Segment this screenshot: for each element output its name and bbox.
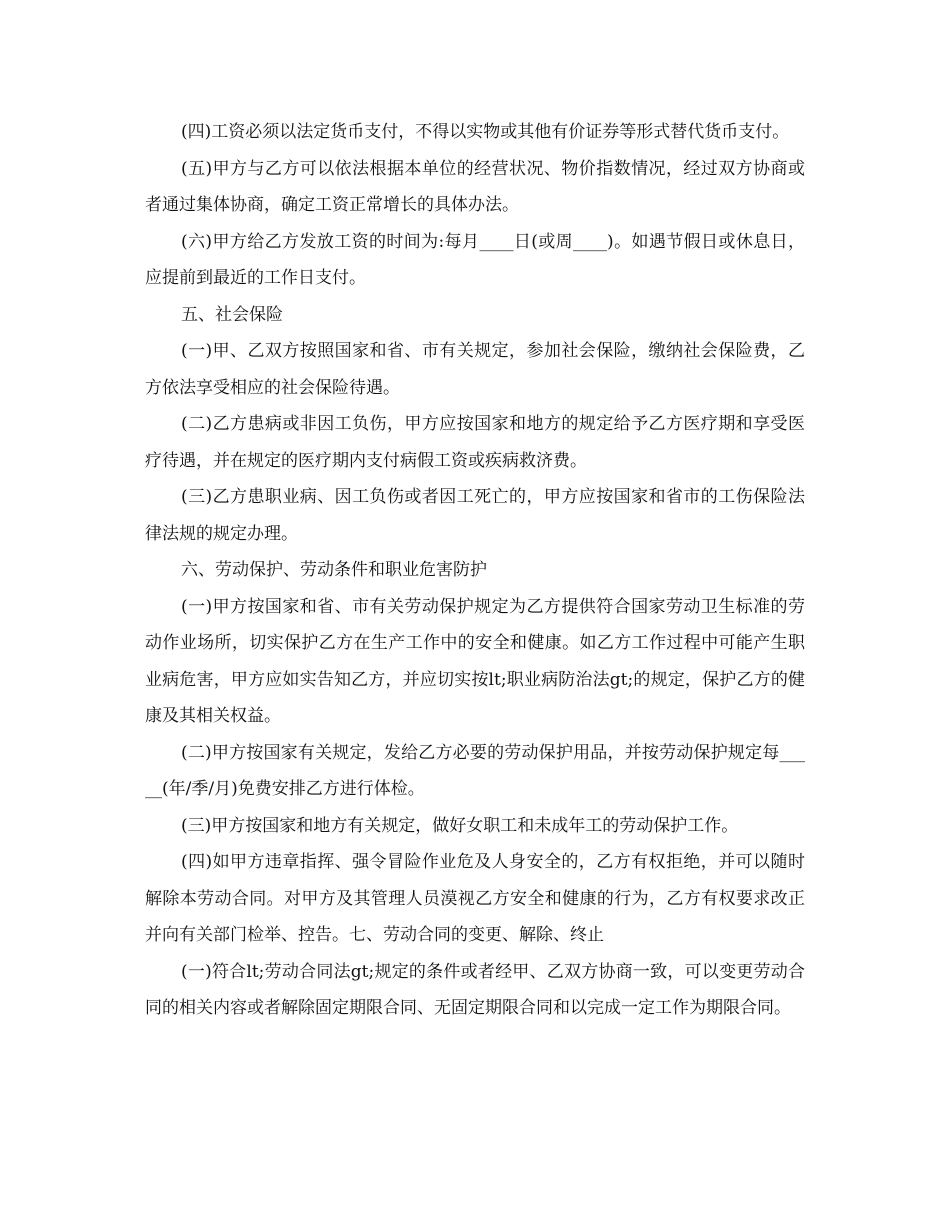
paragraph-insurance-participation: (一)甲、乙双方按照国家和省、市有关规定，参加社会保险，缴纳社会保险费，乙方依法享受相应的社会保险待遇。 [145, 341, 805, 398]
paragraph-contract-change: (一)符合lt;劳动合同法gt;规定的条件或者经甲、乙双方协商一致，可以变更劳动合同的相关内容或者解除固定期限合同、无固定期限合同和以完成一定工作为期限合同。 [145, 961, 805, 1018]
paragraph-pay-date: (六)甲方给乙方发放工资的时间为:每月____日(或周____)。如遇节假日或休息日，应提前到最近的工作日支付。 [145, 231, 805, 288]
section-heading-labor-protection: 六、劳动保护、劳动条件和职业危害防护 [181, 560, 487, 580]
paragraph-work-injury: (三)乙方患职业病、因工负伤或者因工死亡的，甲方应按国家和省市的工伤保险法律法规的规定办理。 [145, 487, 805, 544]
paragraph-wage-growth: (五)甲方与乙方可以依法根据本单位的经营状况、物价指数情况，经过双方协商或者通过集体协商，确定工资正常增长的具体办法。 [145, 158, 805, 215]
document-page [145, 114, 805, 1027]
paragraph-protective-equipment: (二)甲方按国家有关规定，发给乙方必要的劳动保护用品，并按劳动保护规定每_____(年/季/月)免费安排乙方进行体检。 [145, 742, 805, 799]
paragraph-special-protection: (三)甲方按国家和地方有关规定，做好女职工和未成年工的劳动保护工作。 [181, 815, 739, 836]
paragraph-refuse-unsafe-work: (四)如甲方违章指挥、强令冒险作业危及人身安全的，乙方有权拒绝，并可以随时解除本劳动合同。对甲方及其管理人员漠视乙方安全和健康的行为，乙方有权要求改正并向有关部门检举、控告。七、劳动合同的变更、解除、终止 [145, 852, 805, 945]
section-heading-social-insurance: 五、社会保险 [181, 304, 283, 325]
paragraph-sick-leave: (二)乙方患病或非因工负伤，甲方应按国家和地方的规定给予乙方医疗期和享受医疗待遇，并在规定的医疗期内支付病假工资或疾病救济费。 [145, 414, 805, 471]
paragraph-work-environment: (一)甲方按国家和省、市有关劳动保护规定为乙方提供符合国家劳动卫生标准的劳动作业场所，切实保护乙方在生产工作中的安全和健康。如乙方工作过程中可能产生职业病危害，甲方应如实告知乙方，并应切实按lt;职业病防治法gt;的规定，保护乙方的健康及其相关权益。 [145, 596, 805, 726]
paragraph-wage-currency: (四)工资必须以法定货币支付，不得以实物或其他有价证券等形式替代货币支付。 [181, 122, 790, 142]
